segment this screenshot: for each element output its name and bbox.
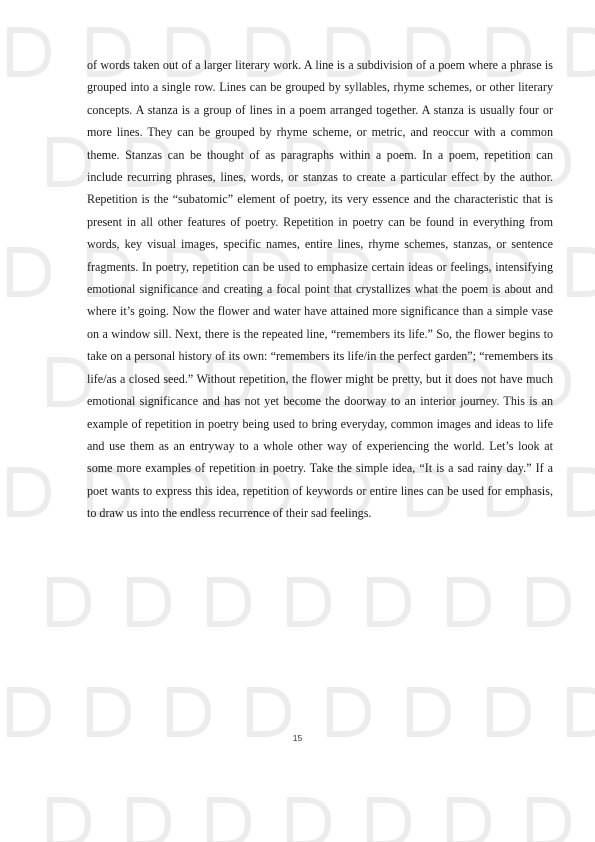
watermark-d-glyph [450,800,488,842]
watermark-d-glyph [10,690,48,734]
watermark-d-glyph [570,250,595,294]
watermark-d-glyph [570,690,595,734]
watermark-d-glyph [50,800,88,842]
watermark-d-glyph [130,800,168,842]
watermark-d-glyph [370,580,408,624]
watermark-d-glyph [530,800,568,842]
watermark-d-glyph [570,470,595,514]
watermark-d-glyph [90,690,128,734]
watermark-d-glyph [530,580,568,624]
watermark-d-glyph [290,800,328,842]
watermark-d-glyph [50,580,88,624]
watermark-d-glyph [410,690,448,734]
body-paragraph: of words taken out of a larger literary work. A line is a subdivision of a poem where a phrase is grouped into a single row. Lines can be grouped by syllables, rhyme schemes, or other literary concepts. A stanza is a group of lines in a poem arranged together. A stanza is usually four or more lines. They can be grouped by rhyme scheme, or metric, and reoccur with a common theme. Stanzas can be thought of as paragraphs within a poem. In a poem, repetition can include recurring phrases, lines, words, or stanzas to create a particular effect by the author. Repetition is the “subatomic” element of poetry, its very essence and the characteristic that is present in all other features of poetry. Repetition in poetry can be found in everything from words, key visual images, specific names, entire lines, rhyme schemes, stanzas, or sentence fragments. In poetry, repetition can be used to emphasize certain ideas or feelings, intensifying emotional significance and creating a focal point that crystallizes what the poem is about and where it’s going. Now the flower and water have attained more significance than a simple vase on a window sill. Next, there is the repeated line, “remembers its life.” So, the flower begins to take on a personal history of its own: “remembers its life/in the perfect garden”; “remembers its life/as a closed seed.” Without repetition, the flower might be pretty, but it does not have much emotional significance and has not yet become the doorway to an interior journey. This is an example of repetition in poetry being used to bring everyday, common images and ideas to life and use them as an entryway to a whole other way of experiencing the world. Let’s look at some more examples of repetition in poetry. Take the simple idea, “It is a sad rainy day.” If a poet wants to express this idea, repetition of keywords or entire lines can be used for emphasis, to draw us into the endless recurrence of their sad feelings. [87,58,553,521]
watermark-d-glyph [370,800,408,842]
watermark-d-glyph [450,580,488,624]
watermark-d-glyph [330,690,368,734]
watermark-d-glyph [50,360,88,404]
watermark-d-glyph [490,690,528,734]
watermark-d-glyph [10,30,48,74]
watermark-d-glyph [570,30,595,74]
watermark-d-glyph [210,800,248,842]
watermark-d-glyph [50,140,88,184]
watermark-d-glyph [10,470,48,514]
watermark-d-glyph [210,580,248,624]
page-number: 15 [292,733,303,743]
watermark-d-glyph [170,690,208,734]
watermark-d-glyph [10,250,48,294]
watermark-d-glyph [250,690,288,734]
watermark-d-glyph [290,580,328,624]
watermark-d-glyph [130,580,168,624]
